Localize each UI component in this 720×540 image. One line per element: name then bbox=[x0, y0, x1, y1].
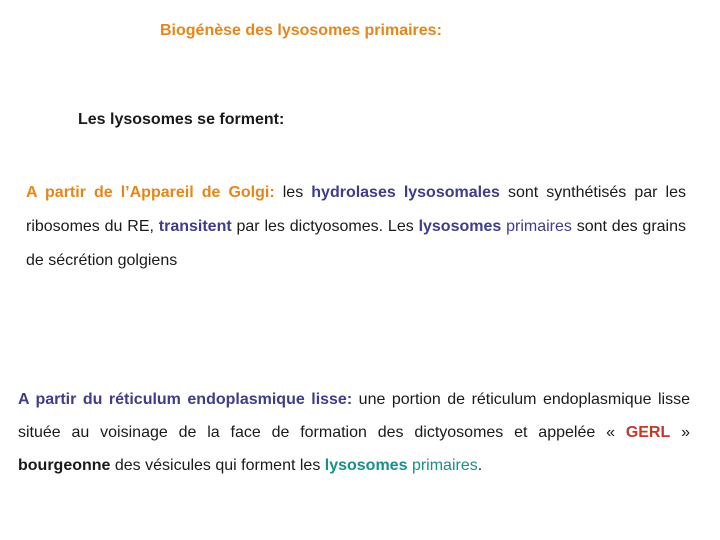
golgi-primaires: primaires bbox=[506, 218, 572, 235]
slide-subtitle: Les lysosomes se forment: bbox=[78, 111, 285, 128]
golgi-hydrolases: hydrolases lysosomales bbox=[311, 184, 500, 201]
golgi-text-1: les bbox=[274, 184, 312, 201]
reticulum-text-2: » bbox=[670, 424, 690, 441]
golgi-heading: A partir de l’Appareil de Golgi: bbox=[26, 184, 275, 201]
golgi-paragraph bbox=[26, 176, 686, 278]
golgi-text-3: par les dictyosomes. Les bbox=[231, 218, 419, 235]
reticulum-heading: A partir du réticulum endoplasmique lisse: bbox=[18, 391, 353, 408]
slide-title: Biogénèse des lysosomes primaires: bbox=[160, 22, 442, 39]
reticulum-primaires: primaires bbox=[411, 457, 478, 474]
reticulum-text-5: . bbox=[477, 457, 483, 474]
reticulum-bourgeonne: bourgeonne bbox=[18, 457, 111, 474]
golgi-text-2: sont synthétisés par les ribosomes du RE, bbox=[26, 184, 687, 235]
reticulum-gerl: GERL bbox=[625, 424, 671, 441]
reticulum-lysosomes: lysosomes bbox=[324, 457, 408, 474]
golgi-lysosomes: lysosomes bbox=[418, 218, 502, 235]
golgi-transitent: transitent bbox=[158, 218, 232, 235]
reticulum-paragraph bbox=[18, 383, 690, 482]
reticulum-text-3: des vésicules qui forment les bbox=[110, 457, 325, 474]
reticulum-text-1: une portion de réticulum endoplasmique lisse située au voisinage de la face de formation des dictyosomes et appelée « bbox=[18, 391, 690, 441]
golgi-text-5: sont des grains de sécrétion golgiens bbox=[26, 218, 687, 269]
